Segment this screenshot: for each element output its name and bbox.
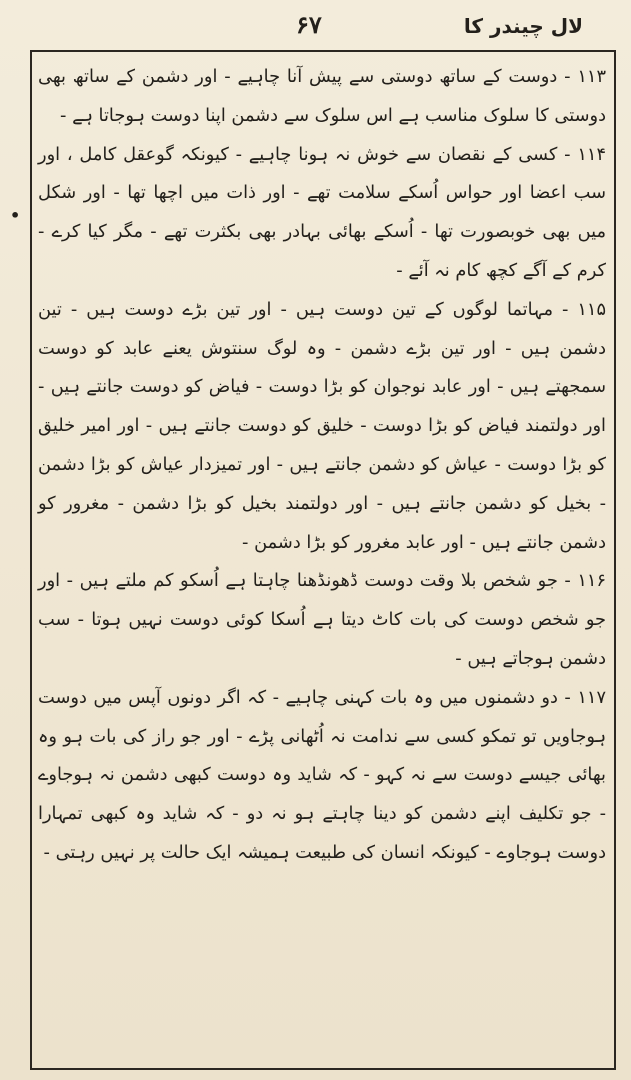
page-number: ۶۷	[296, 10, 322, 39]
paragraph-117: ۱۱۷ - دو دشمنوں میں وہ بات کہنی چاہیے - کہ اگر دونوں آپس میں دوست ہوجاویں تو تمکو کسی سے ندامت نہ اُٹھانی پڑے - اور جو راز کی بات ہو وہ بھائی جیسے دوست سے نہ کہو - کہ شاید وہ دوست کبھی دشمن نہ ہوجاوے - جو تکلیف اپنے دشمن کو دینا چاہتے ہو نہ دو - کہ شاید وہ کبھی تمہارا دوست ہوجاوے - کیونکہ انسان کی طبیعت ہمیشہ ایک حالت پر نہیں رہتی -	[38, 686, 606, 863]
paragraph-116: ۱۱۶ - جو شخص بلا وقت دوست ڈھونڈھنا چاہتا ہے اُسکو کم ملتے ہیں - اور جو شخص دوست کی بات کاٹ دیتا ہے اُسکا کوئی دوست نہیں ہوتا - سب دشمن ہوجاتے ہیں -	[38, 570, 606, 669]
body-text	[38, 58, 606, 873]
page-header	[30, 10, 611, 48]
margin-mark: •	[10, 206, 21, 225]
paragraph-113: ۱۱۳ - دوست کے ساتھ دوستی سے پیش آنا چاہیے - اور دشمن کے ساتھ بھی دوستی کا سلوک مناسب ہے اس سلوک سے دشمن اپنا دوست ہوجاتا ہے -	[38, 66, 606, 126]
paragraph-114: ۱۱۴ - کسی کے نقصان سے خوش نہ ہونا چاہیے - کیونکہ گوعقل کامل ، اور سب اعضا اور حواس اُسکے سلامت تھے - اور ذات میں اچھا تھا - اور شکل میں بھی خوبصورت تھا - اُسکے بھائی بہادر بھی بکثرت تھے - مگر کیا کرے - کرم کے آگے کچھ کام نہ آئے -	[38, 143, 606, 281]
running-title: لال چیندر کا	[463, 14, 583, 38]
paragraph-115: ۱۱۵ - مہاتما لوگوں کے تین دوست ہیں - اور تین بڑے دوست ہیں - تین دشمن ہیں - اور تین بڑے دشمن - وہ لوگ سنتوش یعنے عابد کو دوست سمجھتے ہیں - اور عابد نوجوان کو بڑا دوست - فیاض کو دوست جانتے ہیں - اور دولتمند فیاض کو بڑا دوست - خلیق کو دوست جانتے ہیں - اور امیر خلیق کو بڑا دوست - عیاش کو دشمن جانتے ہیں - اور تمیزدار عیاش کو بڑا دشمن - بخیل کو دشمن جانتے ہیں - اور دولتمند بخیل کو بڑا دشمن - مغرور کو دشمن جانتے ہیں - اور عابد مغرور کو بڑا دشمن -	[38, 298, 606, 553]
